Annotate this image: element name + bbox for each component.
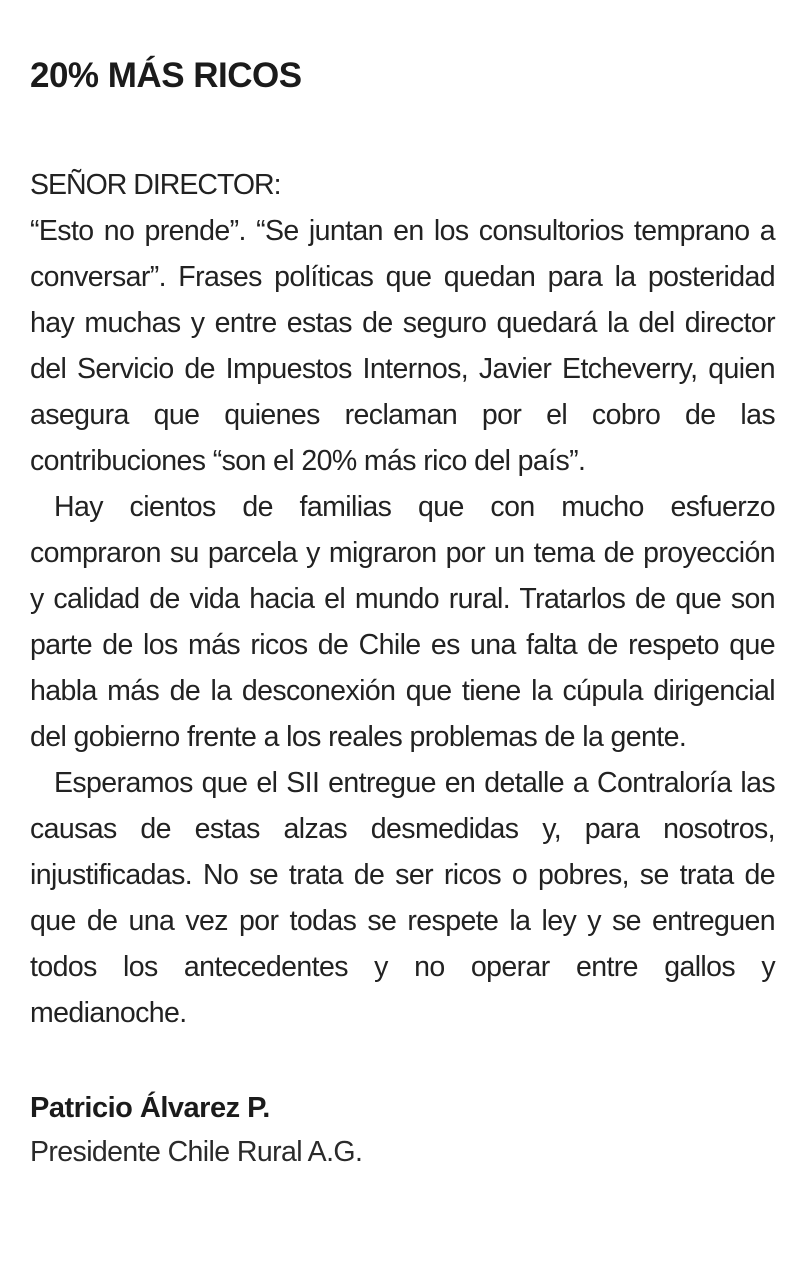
letter-to-editor bbox=[30, 52, 775, 1174]
paragraph-1: “Esto no prende”. “Se juntan en los consultorios temprano a conversar”. Frases políticas que quedan para la posteridad hay muchas y entre estas de seguro quedará la del director del Servicio de Impuestos Internos, Javier Etcheverry, quien asegura que quienes reclaman por el cobro de las contribuciones “son el 20% más rico del país”. bbox=[30, 215, 775, 477]
paragraph-3: Esperamos que el SII entregue en detalle a Contraloría las causas de estas alzas desmedidas y, para nosotros, injustificadas. No se trata de ser ricos o pobres, se trata de que de una vez por todas se respete la ley y se entreguen todos los antecedentes y no operar entre gallos y medianoche. bbox=[30, 767, 775, 1029]
salutation: SEÑOR DIRECTOR: bbox=[30, 169, 281, 201]
signature-block bbox=[30, 1086, 775, 1174]
letter-body bbox=[30, 162, 775, 1036]
author-name: Patricio Álvarez P. bbox=[30, 1092, 270, 1124]
headline: 20% MÁS RICOS bbox=[30, 56, 302, 95]
paragraph-2: Hay cientos de familias que con mucho esfuerzo compraron su parcela y migraron por un tema de proyección y calidad de vida hacia el mundo rural. Tratarlos de que son parte de los más ricos de Chile es una falta de respeto que habla más de la desconexión que tiene la cúpula dirigencial del gobierno frente a los reales problemas de la gente. bbox=[30, 491, 775, 753]
author-title: Presidente Chile Rural A.G. bbox=[30, 1136, 363, 1168]
